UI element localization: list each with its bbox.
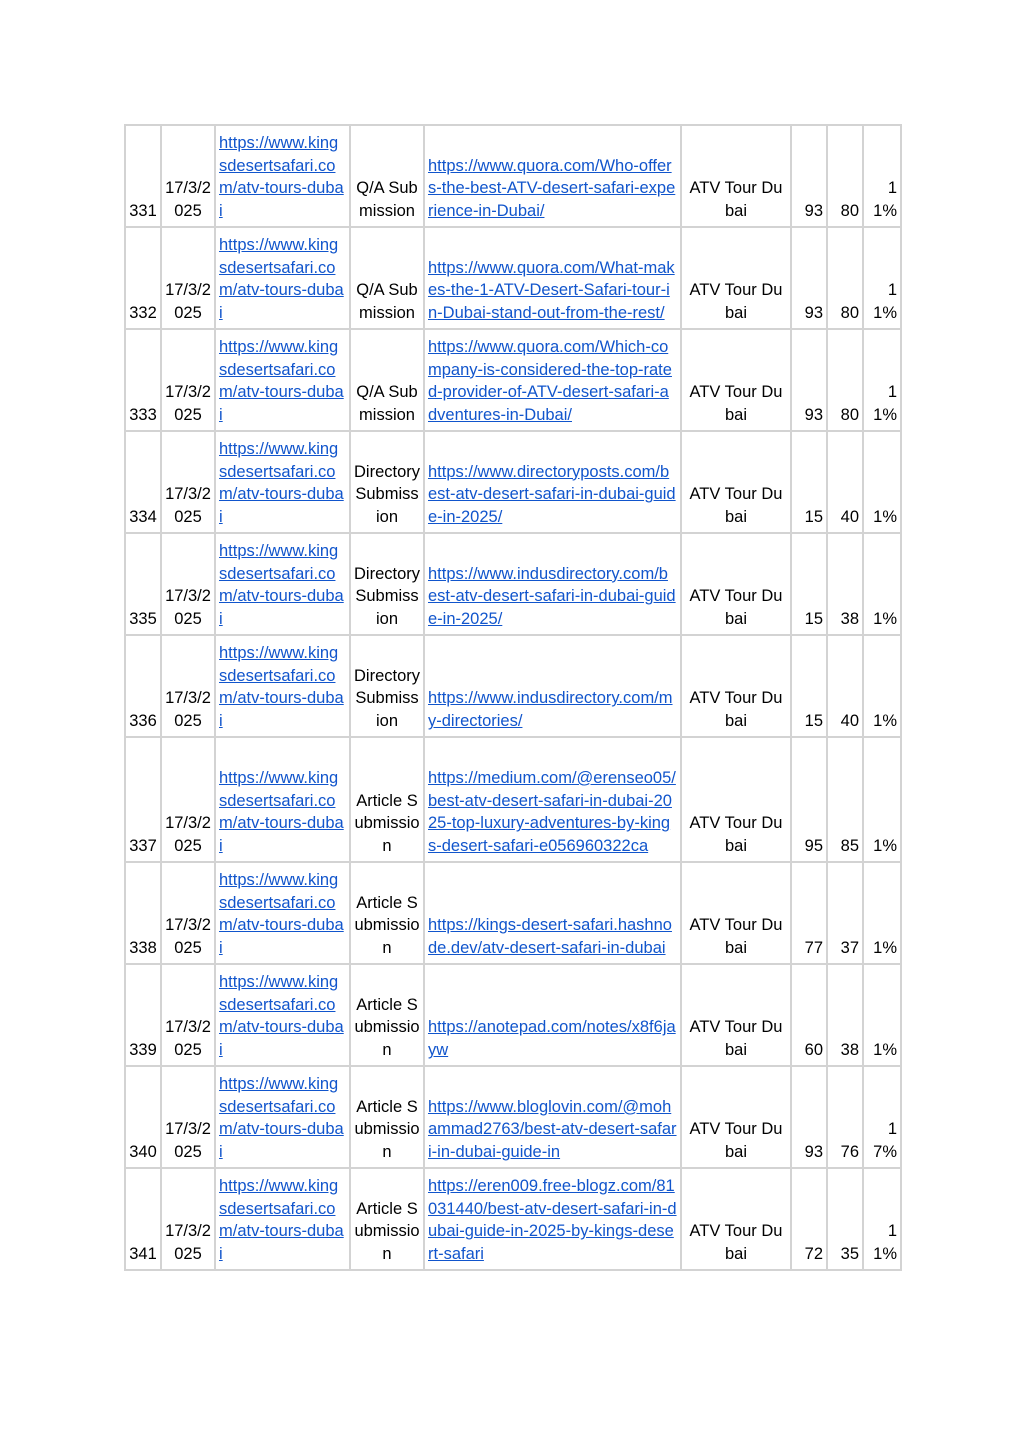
target-url-cell (215, 329, 350, 431)
row-date: 17/3/2025 (161, 862, 215, 964)
backlink-cell (424, 862, 681, 964)
keyword: ATV Tour Dubai (681, 862, 791, 964)
row-date: 17/3/2025 (161, 533, 215, 635)
backlink-link[interactable]: https://www.quora.com/What-makes-the-1-ATV-Desert-Safari-tour-in-Dubai-stand-out-from-the-rest/ (428, 258, 675, 323)
domain-authority: 93 (791, 329, 827, 431)
page-authority: 40 (827, 431, 863, 533)
spam-score: 17% (863, 1066, 901, 1168)
row-number: 340 (125, 1066, 161, 1168)
page-authority: 37 (827, 862, 863, 964)
keyword: ATV Tour Dubai (681, 125, 791, 227)
row-date: 17/3/2025 (161, 125, 215, 227)
row-number: 333 (125, 329, 161, 431)
spam-score: 1% (863, 862, 901, 964)
spam-score: 1% (863, 533, 901, 635)
target-url-cell (215, 533, 350, 635)
target-url-link[interactable]: https://www.kingsdesertsafari.com/atv-tours-dubai (219, 1074, 344, 1162)
target-url-link[interactable]: https://www.kingsdesertsafari.com/atv-tours-dubai (219, 1176, 344, 1264)
row-number: 338 (125, 862, 161, 964)
submission-type: Directory Submission (350, 431, 424, 533)
submission-type: Q/A Submission (350, 125, 424, 227)
page-authority: 80 (827, 329, 863, 431)
submission-type: Article Submission (350, 1066, 424, 1168)
backlink-cell (424, 635, 681, 737)
domain-authority: 93 (791, 227, 827, 329)
keyword: ATV Tour Dubai (681, 964, 791, 1066)
table-row (125, 533, 901, 635)
backlink-link[interactable]: https://www.quora.com/Who-offers-the-best-ATV-desert-safari-experience-in-Dubai/ (428, 156, 676, 221)
table-row (125, 737, 901, 862)
row-number: 335 (125, 533, 161, 635)
page-authority: 38 (827, 533, 863, 635)
page-authority: 38 (827, 964, 863, 1066)
target-url-cell (215, 431, 350, 533)
backlink-link[interactable]: https://kings-desert-safari.hashnode.dev/atv-desert-safari-in-dubai (428, 916, 672, 958)
row-number: 334 (125, 431, 161, 533)
keyword: ATV Tour Dubai (681, 533, 791, 635)
target-url-link[interactable]: https://www.kingsdesertsafari.com/atv-tours-dubai (219, 337, 344, 425)
page-authority: 80 (827, 227, 863, 329)
keyword: ATV Tour Dubai (681, 431, 791, 533)
backlink-link[interactable]: https://eren009.free-blogz.com/81031440/best-atv-desert-safari-in-dubai-guide-in-2025-by-kings-desert-safari (428, 1176, 677, 1264)
backlink-cell (424, 1066, 681, 1168)
target-url-link[interactable]: https://www.kingsdesertsafari.com/atv-tours-dubai (219, 439, 344, 527)
target-url-cell (215, 227, 350, 329)
submission-type: Q/A Submission (350, 329, 424, 431)
submission-type: Article Submission (350, 737, 424, 862)
backlinks-table (124, 124, 902, 1271)
submission-type: Article Submission (350, 862, 424, 964)
page-authority: 85 (827, 737, 863, 862)
backlink-link[interactable]: https://anotepad.com/notes/x8f6jayw (428, 1018, 676, 1060)
row-number: 336 (125, 635, 161, 737)
table-row (125, 329, 901, 431)
domain-authority: 93 (791, 125, 827, 227)
target-url-cell (215, 1066, 350, 1168)
domain-authority: 95 (791, 737, 827, 862)
row-date: 17/3/2025 (161, 227, 215, 329)
row-number: 331 (125, 125, 161, 227)
spam-score: 1% (863, 635, 901, 737)
row-date: 17/3/2025 (161, 635, 215, 737)
domain-authority: 15 (791, 431, 827, 533)
domain-authority: 72 (791, 1168, 827, 1270)
row-number: 341 (125, 1168, 161, 1270)
table-row (125, 431, 901, 533)
target-url-cell (215, 1168, 350, 1270)
page-authority: 40 (827, 635, 863, 737)
target-url-link[interactable]: https://www.kingsdesertsafari.com/atv-tours-dubai (219, 768, 344, 856)
submission-type: Q/A Submission (350, 227, 424, 329)
domain-authority: 15 (791, 533, 827, 635)
spam-score: 11% (863, 1168, 901, 1270)
row-number: 339 (125, 964, 161, 1066)
row-date: 17/3/2025 (161, 964, 215, 1066)
spam-score: 11% (863, 329, 901, 431)
submission-type: Article Submission (350, 1168, 424, 1270)
target-url-link[interactable]: https://www.kingsdesertsafari.com/atv-tours-dubai (219, 541, 344, 629)
backlink-link[interactable]: https://medium.com/@erenseo05/best-atv-desert-safari-in-dubai-2025-top-luxury-adventures-by-kings-desert-safari-e056960322ca (428, 768, 676, 856)
spam-score: 1% (863, 964, 901, 1066)
spam-score: 11% (863, 125, 901, 227)
page-authority: 35 (827, 1168, 863, 1270)
keyword: ATV Tour Dubai (681, 1168, 791, 1270)
target-url-cell (215, 737, 350, 862)
domain-authority: 77 (791, 862, 827, 964)
domain-authority: 60 (791, 964, 827, 1066)
spam-score: 11% (863, 227, 901, 329)
target-url-cell (215, 862, 350, 964)
backlink-link[interactable]: https://www.bloglovin.com/@mohammad2763/best-atv-desert-safari-in-dubai-guide-in (428, 1097, 677, 1162)
backlink-cell (424, 1168, 681, 1270)
backlink-cell (424, 964, 681, 1066)
target-url-link[interactable]: https://www.kingsdesertsafari.com/atv-tours-dubai (219, 235, 344, 323)
table-row (125, 862, 901, 964)
table-row (125, 964, 901, 1066)
target-url-cell (215, 964, 350, 1066)
target-url-link[interactable]: https://www.kingsdesertsafari.com/atv-tours-dubai (219, 133, 344, 221)
page-authority: 80 (827, 125, 863, 227)
row-date: 17/3/2025 (161, 737, 215, 862)
target-url-cell (215, 635, 350, 737)
target-url-link[interactable]: https://www.kingsdesertsafari.com/atv-tours-dubai (219, 972, 344, 1060)
backlink-cell (424, 227, 681, 329)
keyword: ATV Tour Dubai (681, 1066, 791, 1168)
domain-authority: 93 (791, 1066, 827, 1168)
table-row (125, 1066, 901, 1168)
spam-score: 1% (863, 737, 901, 862)
backlink-link[interactable]: https://www.indusdirectory.com/my-directories/ (428, 689, 673, 731)
keyword: ATV Tour Dubai (681, 227, 791, 329)
page-authority: 76 (827, 1066, 863, 1168)
backlink-link[interactable]: https://www.quora.com/Which-company-is-considered-the-top-rated-provider-of-ATV-desert-safari-adventures-in-Dubai/ (428, 337, 672, 425)
target-url-link[interactable]: https://www.kingsdesertsafari.com/atv-tours-dubai (219, 643, 344, 731)
row-date: 17/3/2025 (161, 1066, 215, 1168)
submission-type: Directory Submission (350, 635, 424, 737)
table-row (125, 1168, 901, 1270)
table-row (125, 227, 901, 329)
domain-authority: 15 (791, 635, 827, 737)
table-row (125, 635, 901, 737)
backlink-link[interactable]: https://www.directoryposts.com/best-atv-desert-safari-in-dubai-guide-in-2025/ (428, 462, 676, 527)
row-date: 17/3/2025 (161, 431, 215, 533)
submission-type: Article Submission (350, 964, 424, 1066)
row-date: 17/3/2025 (161, 1168, 215, 1270)
backlink-cell (424, 737, 681, 862)
row-number: 337 (125, 737, 161, 862)
target-url-link[interactable]: https://www.kingsdesertsafari.com/atv-tours-dubai (219, 870, 344, 958)
backlink-cell (424, 431, 681, 533)
backlink-cell (424, 533, 681, 635)
target-url-cell (215, 125, 350, 227)
keyword: ATV Tour Dubai (681, 329, 791, 431)
row-date: 17/3/2025 (161, 329, 215, 431)
table-row (125, 125, 901, 227)
row-number: 332 (125, 227, 161, 329)
backlink-link[interactable]: https://www.indusdirectory.com/best-atv-desert-safari-in-dubai-guide-in-2025/ (428, 564, 676, 629)
backlink-cell (424, 125, 681, 227)
spam-score: 1% (863, 431, 901, 533)
keyword: ATV Tour Dubai (681, 737, 791, 862)
submission-type: Directory Submission (350, 533, 424, 635)
keyword: ATV Tour Dubai (681, 635, 791, 737)
backlink-cell (424, 329, 681, 431)
